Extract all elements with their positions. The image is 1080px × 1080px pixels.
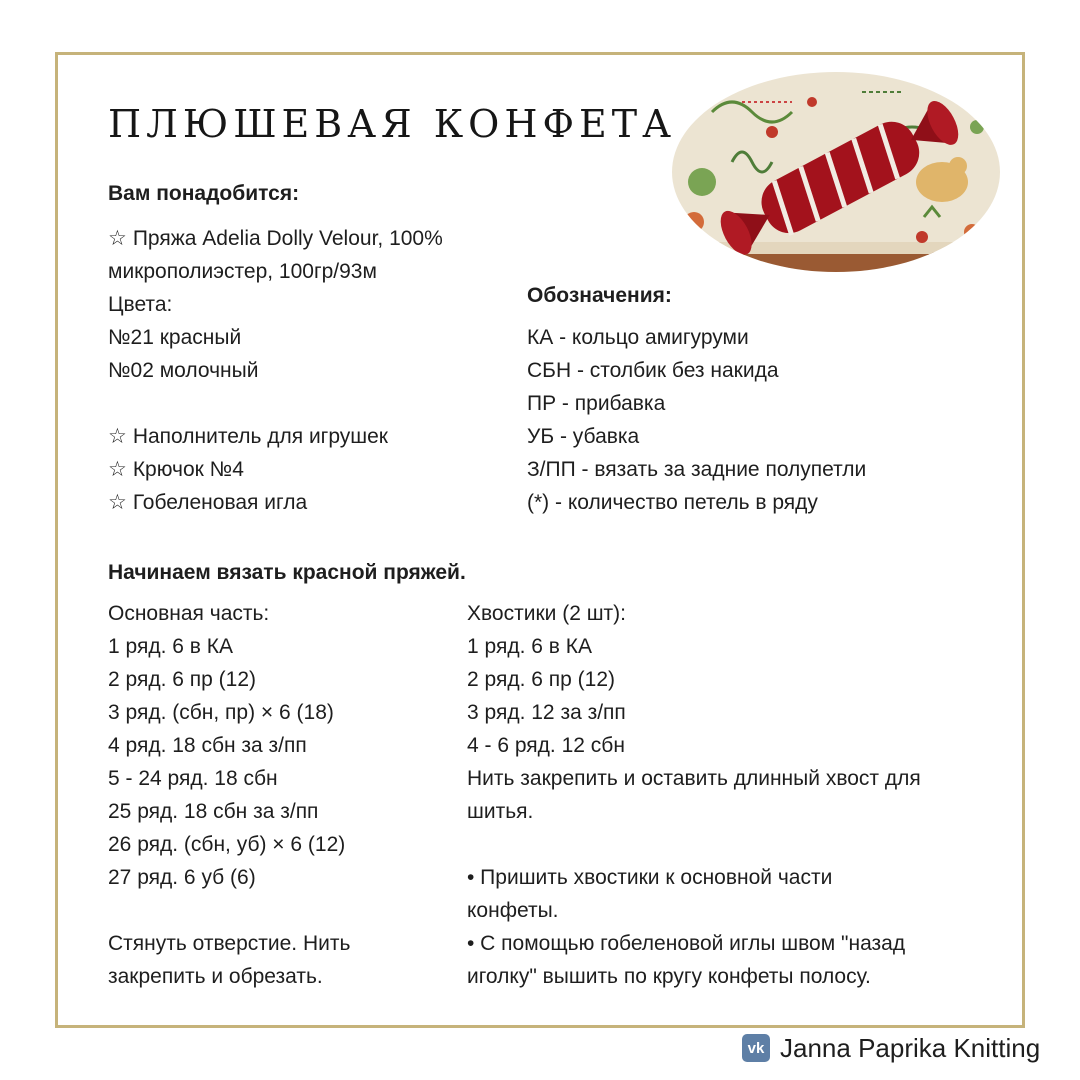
color-milk: №02 молочный	[108, 359, 259, 382]
start-heading: Начинаем вязать красной пряжей.	[108, 561, 466, 584]
tails-finish-line-2: шитья.	[467, 800, 534, 823]
materials-heading: Вам понадобится:	[108, 182, 300, 205]
legend-heading: Обозначения:	[527, 284, 672, 307]
yarn-line-1: Пряжа Adelia Dolly Velour, 100%	[132, 227, 443, 250]
yarn-item	[108, 222, 443, 255]
tails-section	[467, 597, 921, 993]
main-row: 2 ряд. 6 пр (12)	[108, 668, 256, 691]
candy-illustration	[672, 72, 1000, 272]
star-icon: ☆	[108, 458, 127, 481]
main-part-section	[108, 597, 350, 993]
candy-photo	[672, 72, 1000, 272]
yarn-line-2: микрополиэстер, 100гр/93м	[108, 260, 377, 283]
main-row: 1 ряд. 6 в КА	[108, 635, 233, 658]
tails-row: 1 ряд. 6 в КА	[467, 635, 592, 658]
legend-item: (*) - количество петель в ряду	[527, 491, 818, 514]
vk-icon[interactable]: vk	[742, 1034, 770, 1062]
legend-item: КА - кольцо амигуруми	[527, 326, 749, 349]
tails-row: 2 ряд. 6 пр (12)	[467, 668, 615, 691]
tails-finish-line-1: Нить закрепить и оставить длинный хвост для	[467, 767, 921, 790]
main-row: 3 ряд. (сбн, пр) × 6 (18)	[108, 701, 334, 724]
materials-list	[108, 222, 443, 519]
legend-item: ПР - прибавка	[527, 392, 666, 415]
legend-item: УБ - убавка	[527, 425, 640, 448]
footer-text: Janna Paprika Knitting	[780, 1032, 1041, 1063]
legend-item: З/ПП - вязать за задние полупетли	[527, 458, 867, 481]
hook-item: ☆ Крючок №4	[108, 458, 244, 481]
main-row: 4 ряд. 18 сбн за з/пп	[108, 734, 307, 757]
footer-signature	[742, 1030, 1040, 1066]
tails-row: 4 - 6 ряд. 12 сбн	[467, 734, 625, 757]
filler-item: ☆ Наполнитель для игрушек	[108, 425, 388, 448]
colors-label: Цвета:	[108, 293, 173, 316]
main-finish-line-1: Стянуть отверстие. Нить	[108, 932, 351, 955]
step-2-line-1: • С помощью гобеленовой иглы швом "назад	[467, 932, 906, 955]
step-1-line-1: • Пришить хвостики к основной части	[467, 866, 833, 889]
main-finish-line-2: закрепить и обрезать.	[108, 965, 323, 988]
main-row: 5 - 24 ряд. 18 сбн	[108, 767, 278, 790]
main-part-label: Основная часть:	[108, 602, 270, 625]
legend-item: СБН - столбик без накида	[527, 359, 779, 382]
main-row: 26 ряд. (сбн, уб) × 6 (12)	[108, 833, 346, 856]
star-icon: ☆	[108, 227, 127, 250]
main-row: 25 ряд. 18 сбн за з/пп	[108, 800, 319, 823]
star-icon: ☆	[108, 491, 127, 514]
legend-list	[527, 321, 866, 519]
main-row: 27 ряд. 6 уб (6)	[108, 866, 256, 889]
tails-row: 3 ряд. 12 за з/пп	[467, 701, 626, 724]
needle-item: ☆ Гобеленовая игла	[108, 491, 308, 514]
step-1-line-2: конфеты.	[467, 899, 559, 922]
page-title: ПЛЮШЕВАЯ КОНФЕТА	[108, 102, 676, 146]
tails-label: Хвостики (2 шт):	[467, 602, 627, 625]
star-icon: ☆	[108, 425, 127, 448]
color-red: №21 красный	[108, 326, 242, 349]
step-2-line-2: иголку" вышить по кругу конфеты полосу.	[467, 965, 871, 988]
